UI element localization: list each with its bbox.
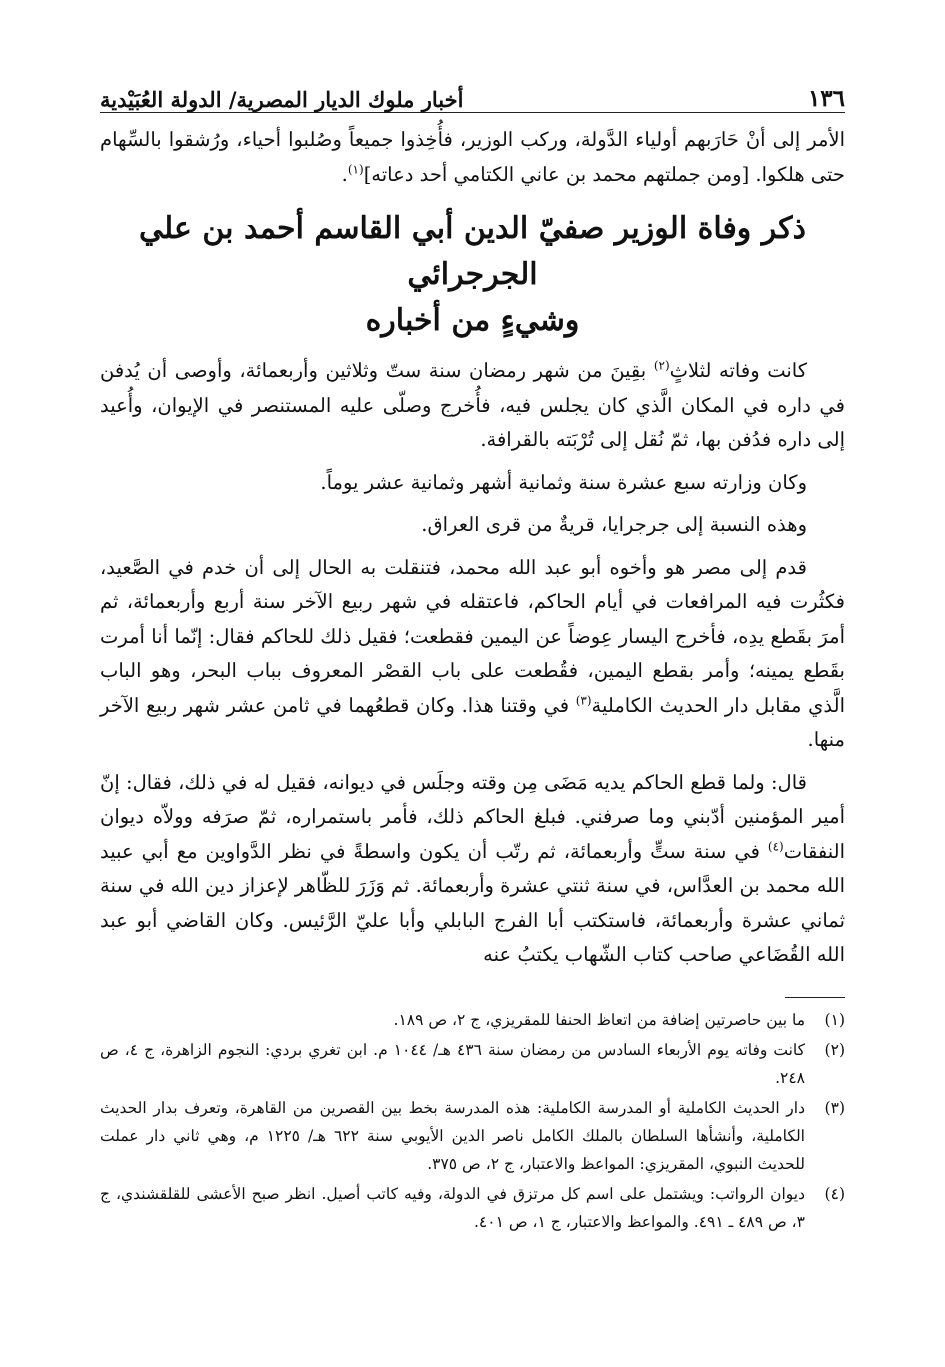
paragraph-text: في وقتنا هذا. وكان قطعُهما في ثامن عشر شهر ربيع الآخر منها.: [100, 693, 845, 751]
header-rule: [100, 112, 845, 113]
footnote-number: (٤): [824, 1184, 845, 1203]
paragraph-text: الأمر إلى أنْ حَارَبهم أولياء الدَّولة، وركب الوزير، فأُخِذوا جميعاً وصُلبوا أحياء، ورُشقوا بالسِّهام حتى هلكوا. [ومن جملتهم محمد بن عاني الكتامي أحد دعاته]: [100, 128, 845, 186]
footnote: [100, 1094, 845, 1178]
section-title-line-2: وشيءٍ من أخباره: [365, 303, 580, 338]
footnote-ref-3: (٣): [575, 693, 592, 707]
footnote: [100, 1036, 845, 1092]
paragraph-death: [100, 354, 845, 458]
paragraph-text: كانت وفاته لثلاثٍ: [669, 359, 807, 382]
footnote-number: (٣): [824, 1098, 845, 1117]
footnote: [100, 1180, 845, 1236]
paragraph-vizierate: وكان وزارته سبع عشرة سنة وثمانية أشهر وثمانية عشر يوماً.: [320, 470, 807, 494]
footnote-text: ديوان الرواتب: ويشتمل على اسم كل مرتزق في الدولة، وفيه كاتب أصيل. انظر صبح الأعشى للقلقشندي، ج ٣، ص ٤٨٩ ـ ٤٩١. والمواعظ والاعتبار، ج ١، ص ٤٠١.: [100, 1184, 805, 1231]
paragraph-nisba: وهذه النسبة إلى جرجرايا، قريةٌ من قرى العراق.: [421, 513, 807, 536]
footnote-ref-2: (٢): [653, 358, 670, 373]
footnote-text: ما بين حاصرتين إضافة من اتعاظ الحنفا للمقريزي، ج ٢، ص ١٨٩.: [393, 1010, 805, 1029]
running-title: أخبار ملوك الديار المصرية/ الدولة العُبَيْدية: [100, 87, 464, 112]
section-title-line-1: ذكر وفاة الوزير صفيّ الدين أبي القاسم أحمد بن علي الجرجرائي: [139, 211, 806, 292]
footnote-ref-1: (١): [347, 162, 364, 176]
footnote-number: (٢): [824, 1040, 845, 1059]
footnote-text: كانت وفاته يوم الأربعاء السادس من رمضان سنة ٤٣٦ هـ/ ١٠٤٤ م. ابن تغري بردي: النجوم الزاهرة، ج ٤، ص ٢٤٨.: [100, 1040, 805, 1087]
paragraph-text: قال: ولما قطع الحاكم يديه مَضَى مِن وقته وجلَس في ديوانه، فقيل له في ذلك، فقال: إنّ أمير المؤمنين أدّبني وما صرفني. فبلغ الحاكم ذلك، فأمر باستمراره، ثمّ صرَفه وولاّه ديوان النفقات: [100, 770, 845, 863]
footnote-number: (١): [824, 1010, 845, 1029]
paragraph-continuation: الأمر إلى أنْ حَارَبهم أولياء الدَّولة، وركب الوزير، فأُخِذوا جميعاً وصُلبوا أحياء، ورُشقوا بالسِّهام حتى هلكوا. [ومن جملتهم محمد بن عاني الكتامي أحد دعاته]$^{(١)}$.: [100, 128, 845, 186]
paragraph-arrival: [100, 551, 845, 758]
paragraph-text: بقِينَ من شهر رمضان سنة ستّ وثلاثين وأربعمائة، وأوصى أن يُدفن في داره في المكان الَّذي كان يجلس فيه، فأُخرج وصلّى عليه المستنصر في الإيوان، وأُعيد إلى داره فدُفن بها، ثمّ نُقل إلى تُرْبَته بالقرافة.: [100, 359, 845, 451]
footnotes: [100, 1006, 845, 1236]
paragraph-text: قدم إلى مصر هو وأخوه أبو عبد الله محمد، فتنقلت به الحال إلى أن خدم في الصَّعيد، فكثُرت فيه المرافعات في أيام الحاكم، فاعتقله في شهر ربيع الآخر سنة أربع وأربعمائة، ثم أمرَ بقَطع يدِه، فأخرج اليسار عِوضاً عن اليمين فقطعت؛ فقيل ذلك للحاكم فقال: إنّما أنا أمرت بقَطع يمينه؛ وأمر بقطع اليمين، فقُطعت على باب القصْر المعروف بباب البحر، وهو الباب الَّذي مقابل دار الحديث الكاملية: [100, 555, 845, 717]
paragraph-diwan: [100, 766, 845, 973]
footnote: [100, 1006, 845, 1034]
running-header: [100, 70, 845, 112]
footnote-text: دار الحديث الكاملية أو المدرسة الكاملية: هذه المدرسة بخط بين القصرين من القاهرة، وتعرف بدار الحديث الكاملية، وأنشأها السلطان بالملك الكامل ناصر الدين الأيوبي سنة ٦٢٢ هـ/ ١٢٢٥ م، وهي ثاني دار عملت للحديث النبوي، المقريزي: المواعظ والاعتبار، ج ٢، ص ٣٧٥.: [100, 1098, 805, 1173]
section-heading: [100, 206, 845, 344]
paragraph-text: في سنة ستٍّ وأربعمائة، ثم رتّب أن يكون واسطةً في نظر الدَّواوين مع أبي عبيد الله محمد بن العدَّاس، في سنة ثنتي عشرة وأربعمائة. ثم وَزَرَ للظّاهر لإعزاز دين الله في سنة ثماني عشرة وأربعمائة، فاستكتب أبا الفرج البابلي وأبا عليّ الرَّئيس. وكان القاضي أبو عبد الله القُضَاعي صاحب كتاب الشّهاب يكتبُ عنه: [100, 839, 845, 966]
page-number: ١٣٦: [807, 85, 845, 112]
footnote-ref-4: (٤): [767, 839, 784, 853]
footnote-rule: [785, 997, 845, 998]
